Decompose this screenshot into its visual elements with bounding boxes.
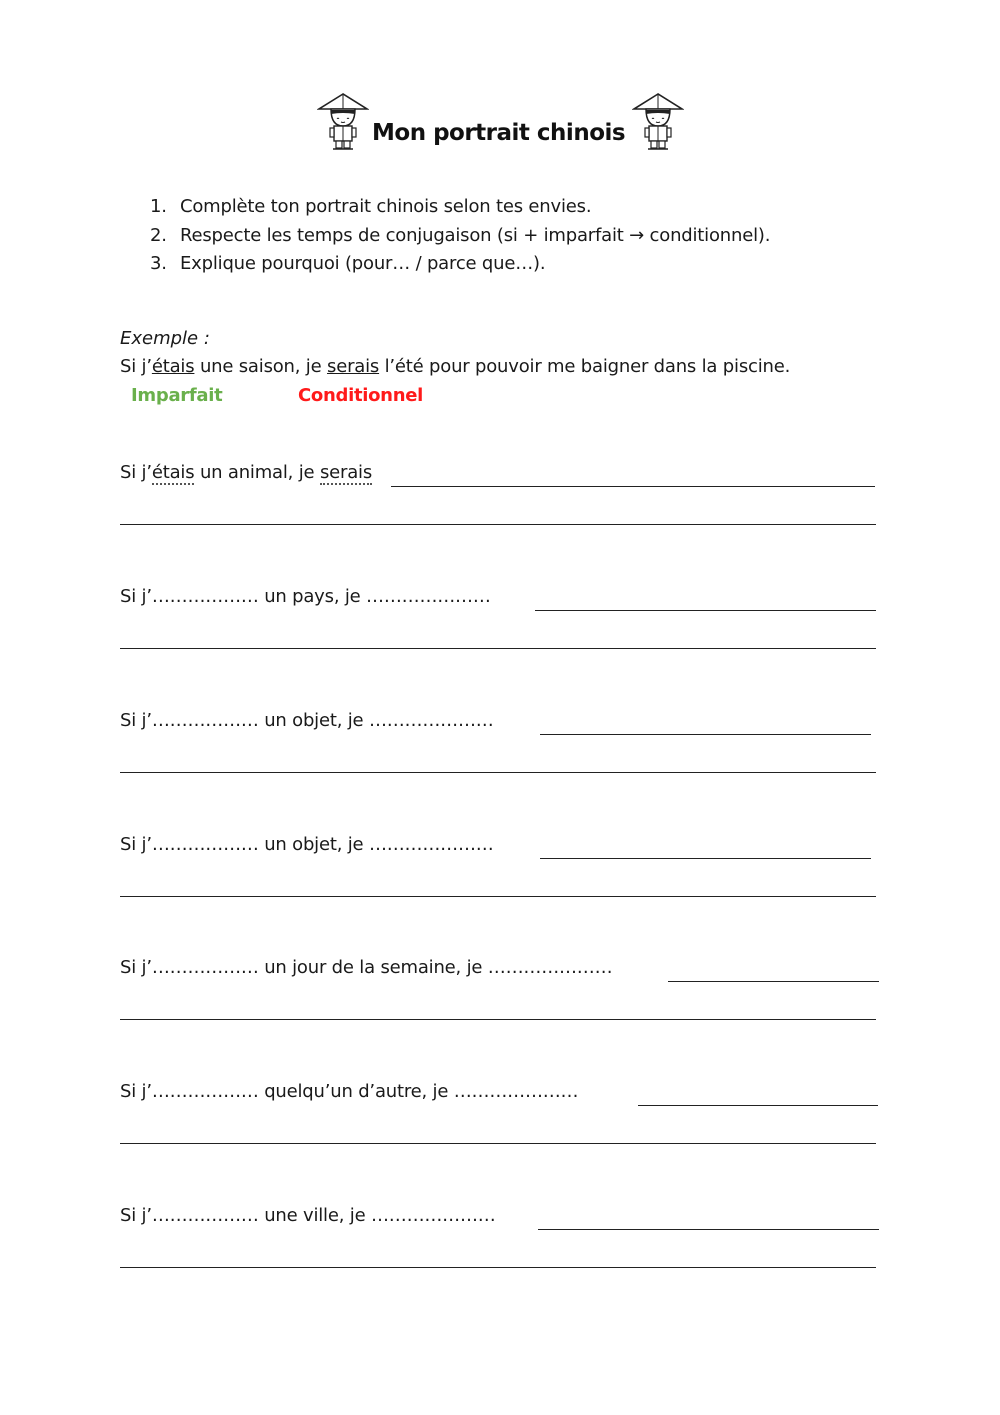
instruction-text: Complète ton portrait chinois selon tes envies. xyxy=(180,196,592,217)
exercise-prompt: Si j’……………… un objet, je ………………… xyxy=(120,710,494,731)
exercise-animal xyxy=(120,462,880,532)
prompt-verb-conditionnel: serais xyxy=(319,462,372,483)
exercise-objet xyxy=(120,834,880,904)
answer-line[interactable] xyxy=(120,1143,876,1144)
exercise-prompt: Si j’……………… un objet, je ………………… xyxy=(120,834,494,855)
chinese-hat-child-icon xyxy=(317,92,369,152)
answer-line[interactable] xyxy=(538,1229,879,1230)
example-conditionnel-word: serais xyxy=(327,356,380,377)
answer-line[interactable] xyxy=(120,772,876,773)
exercise-quelquun xyxy=(120,1081,880,1151)
prompt-verb-imparfait: étais xyxy=(151,462,195,483)
prompt-text: un animal, je xyxy=(194,462,320,483)
exercise-jour xyxy=(120,957,880,1027)
exercise-pays xyxy=(120,586,880,656)
instruction-text: Respecte les temps de conjugaison (si + imparfait → conditionnel). xyxy=(180,224,771,246)
answer-line[interactable] xyxy=(120,648,876,649)
exercise-prompt: Si j’……………… un pays, je ………………… xyxy=(120,586,491,607)
instructions-list xyxy=(150,193,770,279)
title-row xyxy=(0,92,1000,152)
answer-line[interactable] xyxy=(540,858,871,859)
exercise-prompt: Si j’……………… quelqu’un d’autre, je ………………… xyxy=(120,1081,579,1102)
instruction-number: 1. xyxy=(150,196,167,217)
instruction-item xyxy=(150,250,770,279)
example-sentence xyxy=(120,356,790,377)
prompt-text: Si j’ xyxy=(120,462,152,483)
example-text: Si j’ xyxy=(120,356,152,377)
instruction-text: Explique pourquoi (pour… / parce que…). xyxy=(180,253,546,274)
exercise-prompt: Si j’……………… une ville, je ………………… xyxy=(120,1205,496,1226)
exercise-prompt: Si j’……………… un jour de la semaine, je ………………… xyxy=(120,957,613,978)
page-title: Mon portrait chinois xyxy=(372,120,626,146)
exercise-objet xyxy=(120,710,880,780)
instruction-number: 2. xyxy=(150,224,167,246)
exercise-prompt xyxy=(120,462,372,492)
answer-line[interactable] xyxy=(638,1105,878,1106)
answer-line[interactable] xyxy=(668,981,879,982)
conditionnel-tag: Conditionnel xyxy=(298,385,423,406)
answer-line[interactable] xyxy=(540,734,871,735)
example-text: l’été pour pouvoir me baigner dans la piscine. xyxy=(379,356,791,377)
instruction-item xyxy=(150,222,770,251)
answer-line[interactable] xyxy=(120,524,876,525)
imparfait-tag: Imparfait xyxy=(131,385,223,406)
chinese-hat-child-icon xyxy=(632,92,684,152)
example-text: une saison, je xyxy=(194,356,328,377)
answer-line[interactable] xyxy=(391,486,875,487)
answer-line[interactable] xyxy=(535,610,876,611)
answer-line[interactable] xyxy=(120,1267,876,1268)
example-imparfait-word: étais xyxy=(151,356,195,377)
instruction-item xyxy=(150,193,770,222)
answer-line[interactable] xyxy=(120,1019,876,1020)
answer-line[interactable] xyxy=(120,896,876,897)
example-label: Exemple : xyxy=(120,328,210,349)
exercise-ville xyxy=(120,1205,880,1275)
instruction-number: 3. xyxy=(150,253,167,274)
